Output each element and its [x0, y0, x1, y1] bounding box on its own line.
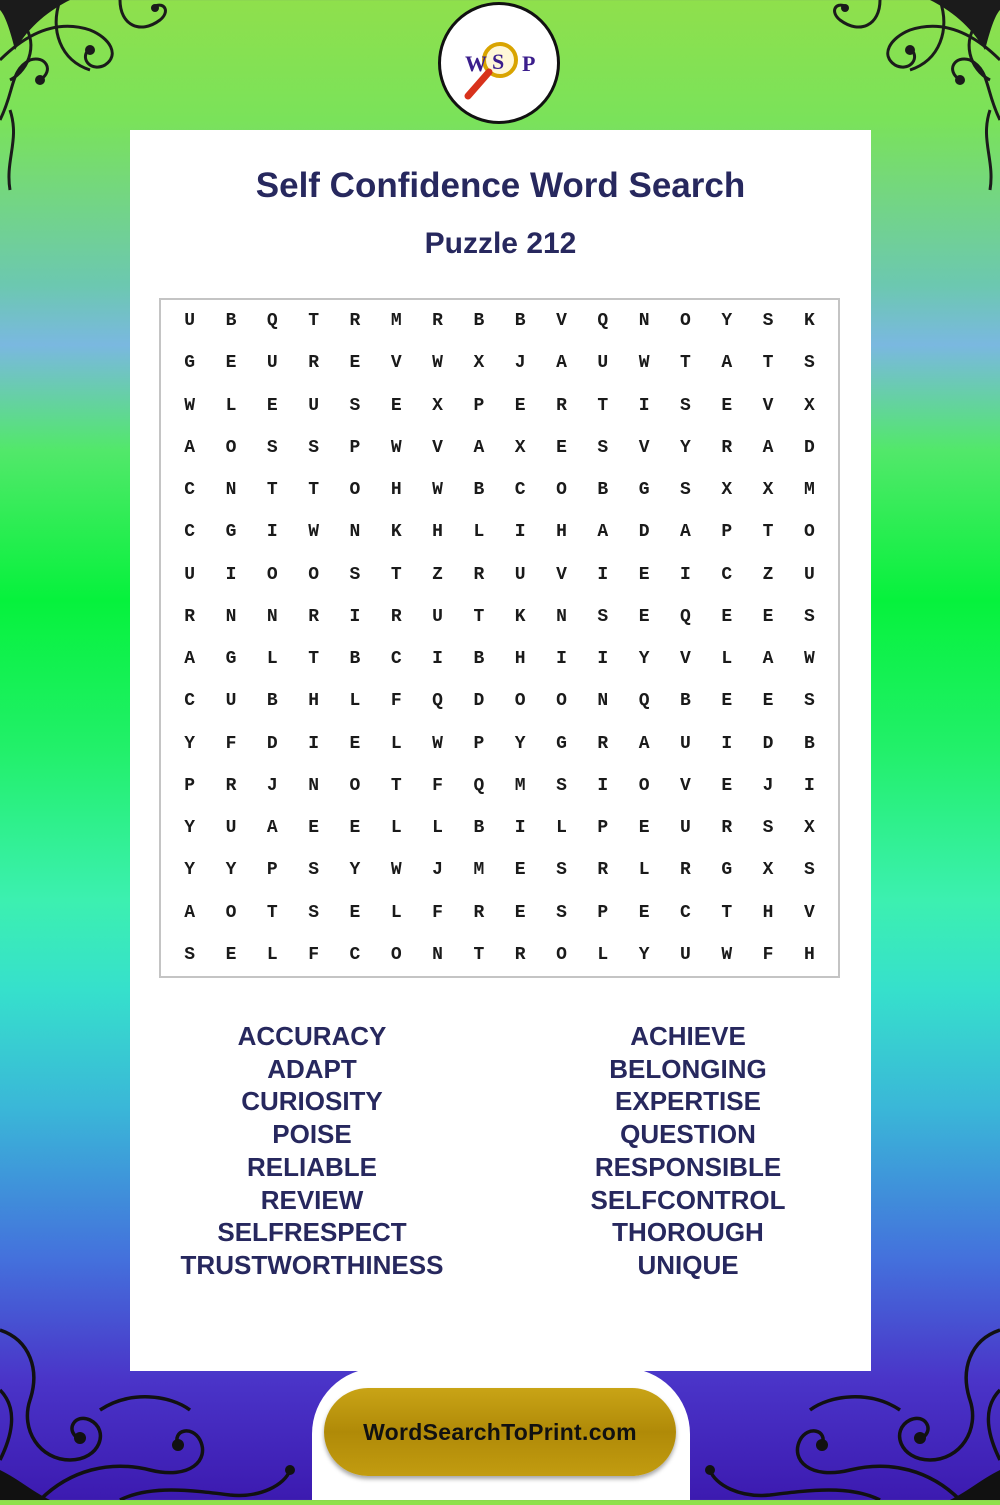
- grid-cell[interactable]: I: [432, 649, 443, 670]
- word-list-item: RESPONSIBLE: [594, 1151, 782, 1182]
- grid-cell[interactable]: G: [638, 480, 650, 501]
- grid-cell[interactable]: T: [721, 902, 733, 923]
- grid-cell[interactable]: N: [432, 944, 443, 965]
- grid-cell[interactable]: K: [514, 606, 526, 627]
- grid-cell[interactable]: P: [473, 395, 485, 416]
- grid-cell[interactable]: D: [638, 522, 650, 543]
- grid-cell[interactable]: L: [390, 818, 402, 839]
- word-list-item: QUESTION: [620, 1119, 756, 1150]
- grid-cell[interactable]: X: [721, 480, 733, 501]
- grid-cell[interactable]: O: [514, 691, 526, 712]
- grid-cell[interactable]: P: [349, 437, 361, 458]
- grid-cell[interactable]: A: [762, 437, 774, 458]
- grid-cell[interactable]: A: [721, 353, 733, 374]
- wsp-logo[interactable]: [438, 2, 560, 124]
- grid-cell[interactable]: Y: [184, 733, 196, 754]
- grid-cell[interactable]: R: [349, 311, 361, 332]
- grid-cell[interactable]: C: [390, 649, 402, 670]
- grid-cell[interactable]: B: [803, 733, 815, 754]
- grid-cell[interactable]: J: [432, 860, 443, 881]
- grid-cell[interactable]: E: [638, 818, 650, 839]
- grid-cell[interactable]: E: [762, 691, 774, 712]
- grid-cell[interactable]: R: [473, 564, 485, 585]
- grid-cell[interactable]: S: [680, 480, 691, 501]
- grid-cell[interactable]: O: [225, 437, 237, 458]
- grid-cell[interactable]: E: [390, 395, 402, 416]
- grid-cell[interactable]: Z: [762, 564, 774, 585]
- grid-cell[interactable]: H: [803, 944, 815, 965]
- word-list-item: CURIOSITY: [241, 1086, 383, 1117]
- grid-cell[interactable]: U: [680, 818, 691, 839]
- grid-cell[interactable]: E: [225, 353, 237, 374]
- grid-cell[interactable]: S: [680, 395, 691, 416]
- grid-cell[interactable]: S: [556, 902, 567, 923]
- grid-cell[interactable]: Z: [432, 564, 443, 585]
- grid-cell[interactable]: Y: [184, 860, 196, 881]
- grid-cell[interactable]: L: [225, 395, 237, 416]
- grid-cell[interactable]: S: [597, 437, 609, 458]
- grid-cell[interactable]: N: [225, 606, 237, 627]
- grid-cell[interactable]: G: [721, 860, 733, 881]
- word-list-item: REVIEW: [260, 1184, 364, 1215]
- grid-cell[interactable]: B: [349, 649, 361, 670]
- grid-cell[interactable]: O: [638, 775, 650, 796]
- grid-cell[interactable]: S: [556, 775, 567, 796]
- grid-cell[interactable]: T: [762, 522, 774, 543]
- grid-cell[interactable]: C: [349, 944, 361, 965]
- grid-cell[interactable]: O: [680, 311, 691, 332]
- grid-cell[interactable]: I: [597, 649, 609, 670]
- website-label: WordSearchToPrint.com: [363, 1418, 637, 1445]
- grid-cell[interactable]: V: [556, 564, 567, 585]
- grid-cell[interactable]: F: [308, 944, 319, 965]
- grid-cell[interactable]: R: [514, 944, 526, 965]
- grid-cell[interactable]: X: [803, 818, 815, 839]
- grid-cell[interactable]: N: [266, 606, 278, 627]
- grid-cell[interactable]: C: [184, 480, 196, 501]
- grid-cell[interactable]: S: [803, 860, 815, 881]
- word-list-item: UNIQUE: [637, 1249, 739, 1280]
- grid-cell[interactable]: E: [638, 606, 650, 627]
- grid-cell[interactable]: R: [597, 860, 609, 881]
- grid-cell[interactable]: O: [308, 564, 319, 585]
- logo-letter-w: W: [465, 51, 487, 76]
- grid-cell[interactable]: W: [803, 649, 815, 670]
- grid-cell[interactable]: N: [556, 606, 567, 627]
- grid-cell[interactable]: A: [597, 522, 609, 543]
- grid-cell[interactable]: S: [803, 606, 815, 627]
- grid-cell[interactable]: B: [473, 649, 485, 670]
- magnifier-icon: [444, 8, 554, 118]
- grid-cell[interactable]: B: [473, 480, 485, 501]
- grid-cell[interactable]: X: [803, 395, 815, 416]
- grid-cell[interactable]: W: [432, 480, 443, 501]
- grid-cell[interactable]: Q: [597, 311, 609, 332]
- grid-cell[interactable]: G: [184, 353, 196, 374]
- grid-cell[interactable]: U: [225, 691, 237, 712]
- grid-cell[interactable]: I: [638, 395, 650, 416]
- grid-cell[interactable]: L: [349, 691, 361, 712]
- grid-cell[interactable]: A: [184, 649, 196, 670]
- grid-cell[interactable]: B: [473, 311, 485, 332]
- grid-cell[interactable]: U: [680, 733, 691, 754]
- grid-cell[interactable]: W: [721, 944, 733, 965]
- grid-cell[interactable]: J: [514, 353, 526, 374]
- grid-cell[interactable]: R: [432, 311, 443, 332]
- grid-cell[interactable]: T: [308, 480, 319, 501]
- grid-cell[interactable]: U: [803, 564, 815, 585]
- website-button[interactable]: [324, 1388, 676, 1476]
- grid-cell[interactable]: U: [514, 564, 526, 585]
- word-list-item: SELFRESPECT: [217, 1217, 407, 1248]
- grid-cell[interactable]: E: [638, 902, 650, 923]
- grid-cell[interactable]: I: [597, 564, 609, 585]
- grid-cell[interactable]: B: [225, 311, 237, 332]
- grid-cell[interactable]: T: [473, 606, 485, 627]
- grid-cell[interactable]: I: [721, 733, 733, 754]
- grid-cell[interactable]: S: [803, 353, 815, 374]
- grid-cell[interactable]: I: [514, 522, 526, 543]
- grid-cell[interactable]: J: [266, 775, 278, 796]
- grid-cell[interactable]: E: [514, 902, 526, 923]
- grid-cell[interactable]: U: [184, 311, 196, 332]
- grid-cell[interactable]: S: [762, 818, 774, 839]
- grid-cell[interactable]: D: [473, 691, 485, 712]
- grid-cell[interactable]: O: [349, 775, 361, 796]
- grid-cell[interactable]: L: [266, 944, 278, 965]
- grid-cell[interactable]: E: [638, 564, 650, 585]
- grid-cell[interactable]: U: [225, 818, 237, 839]
- grid-cell[interactable]: N: [349, 522, 361, 543]
- grid-cell[interactable]: W: [184, 395, 196, 416]
- grid-cell[interactable]: V: [390, 353, 402, 374]
- grid-cell[interactable]: E: [266, 395, 278, 416]
- word-list-item: ADAPT: [267, 1053, 357, 1084]
- word-list-item: SELFCONTROL: [590, 1184, 786, 1215]
- grid-cell[interactable]: V: [432, 437, 443, 458]
- grid-cell[interactable]: R: [597, 733, 609, 754]
- grid-cell[interactable]: E: [721, 775, 733, 796]
- grid-cell[interactable]: S: [184, 944, 196, 965]
- grid-cell[interactable]: Y: [184, 818, 196, 839]
- grid-cell[interactable]: E: [349, 902, 361, 923]
- grid-cell[interactable]: Q: [432, 691, 443, 712]
- grid-cell[interactable]: L: [390, 902, 402, 923]
- grid-cell[interactable]: I: [803, 775, 815, 796]
- grid-cell[interactable]: T: [680, 353, 691, 374]
- grid-cell[interactable]: L: [597, 944, 609, 965]
- grid-cell[interactable]: I: [556, 649, 567, 670]
- grid-cell[interactable]: X: [762, 860, 774, 881]
- grid-cell[interactable]: K: [390, 522, 402, 543]
- grid-cell[interactable]: Y: [349, 860, 361, 881]
- grid-cell[interactable]: N: [597, 691, 609, 712]
- grid-cell[interactable]: R: [556, 395, 567, 416]
- grid-cell[interactable]: I: [680, 564, 691, 585]
- grid-cell[interactable]: C: [680, 902, 691, 923]
- word-list-item: ACHIEVE: [630, 1021, 746, 1051]
- grid-cell[interactable]: W: [638, 353, 650, 374]
- grid-cell[interactable]: S: [308, 437, 319, 458]
- grid-cell[interactable]: G: [225, 649, 237, 670]
- grid-cell[interactable]: W: [390, 437, 402, 458]
- grid-cell[interactable]: O: [390, 944, 402, 965]
- grid-cell[interactable]: U: [266, 353, 278, 374]
- grid-cell[interactable]: S: [556, 860, 567, 881]
- word-list-item: EXPERTISE: [615, 1086, 761, 1117]
- grid-cell[interactable]: D: [266, 733, 278, 754]
- word-list-item: POISE: [272, 1119, 352, 1150]
- grid-cell[interactable]: S: [803, 691, 815, 712]
- grid-cell[interactable]: L: [390, 733, 402, 754]
- grid-cell[interactable]: N: [308, 775, 319, 796]
- grid-cell[interactable]: D: [803, 437, 815, 458]
- grid-cell[interactable]: E: [308, 818, 319, 839]
- grid-cell[interactable]: C: [514, 480, 526, 501]
- grid-cell[interactable]: Q: [266, 311, 278, 332]
- grid-cell[interactable]: L: [266, 649, 278, 670]
- grid-cell[interactable]: N: [638, 311, 650, 332]
- grid-cell[interactable]: X: [432, 395, 443, 416]
- grid-cell[interactable]: B: [473, 818, 485, 839]
- grid-cell[interactable]: W: [308, 522, 319, 543]
- grid-cell[interactable]: F: [225, 733, 237, 754]
- grid-cell[interactable]: Y: [680, 437, 691, 458]
- grid-cell[interactable]: B: [680, 691, 691, 712]
- grid-cell[interactable]: A: [762, 649, 774, 670]
- grid-cell[interactable]: P: [184, 775, 196, 796]
- grid-cell[interactable]: E: [762, 606, 774, 627]
- grid-cell[interactable]: I: [597, 775, 609, 796]
- grid-cell[interactable]: F: [762, 944, 774, 965]
- grid-cell[interactable]: T: [762, 353, 774, 374]
- grid-cell[interactable]: T: [390, 775, 402, 796]
- grid-cell[interactable]: Y: [638, 944, 650, 965]
- logo-letter-s: S: [492, 49, 505, 74]
- grid-cell[interactable]: P: [721, 522, 733, 543]
- grid-cell[interactable]: S: [597, 606, 609, 627]
- grid-cell[interactable]: E: [514, 860, 526, 881]
- grid-cell[interactable]: W: [432, 733, 443, 754]
- grid-cell[interactable]: H: [390, 480, 402, 501]
- grid-cell[interactable]: E: [349, 353, 361, 374]
- grid-cell[interactable]: A: [473, 437, 485, 458]
- grid-cell[interactable]: O: [225, 902, 237, 923]
- grid-cell[interactable]: A: [556, 353, 567, 374]
- grid-cell[interactable]: V: [556, 311, 567, 332]
- grid-cell[interactable]: B: [597, 480, 609, 501]
- grid-cell[interactable]: T: [473, 944, 485, 965]
- grid-cell[interactable]: T: [597, 395, 609, 416]
- grid-cell[interactable]: R: [390, 606, 402, 627]
- grid-cell[interactable]: O: [266, 564, 278, 585]
- grid-cell[interactable]: M: [390, 311, 402, 332]
- grid-cell[interactable]: B: [266, 691, 278, 712]
- grid-cell[interactable]: I: [349, 606, 361, 627]
- grid-cell[interactable]: L: [432, 818, 443, 839]
- grid-cell[interactable]: Y: [638, 649, 650, 670]
- grid-cell[interactable]: T: [390, 564, 402, 585]
- grid-cell[interactable]: S: [266, 437, 278, 458]
- puzzle-card: [130, 130, 871, 1371]
- grid-cell[interactable]: L: [638, 860, 650, 881]
- grid-cell[interactable]: O: [556, 944, 567, 965]
- word-list-right: [528, 1020, 848, 1282]
- grid-cell[interactable]: I: [266, 522, 278, 543]
- grid-cell[interactable]: F: [390, 691, 402, 712]
- grid-cell[interactable]: G: [225, 522, 237, 543]
- grid-cell[interactable]: W: [432, 353, 443, 374]
- grid-cell[interactable]: R: [308, 353, 319, 374]
- word-list-item: THOROUGH: [612, 1217, 764, 1248]
- grid-cell[interactable]: Q: [638, 691, 650, 712]
- grid-cell[interactable]: U: [184, 564, 196, 585]
- logo-letter-p: P: [522, 51, 536, 76]
- grid-cell[interactable]: Y: [514, 733, 526, 754]
- grid-cell[interactable]: F: [432, 775, 443, 796]
- grid-cell[interactable]: Q: [473, 775, 485, 796]
- grid-cell[interactable]: R: [225, 775, 237, 796]
- grid-cell[interactable]: P: [473, 733, 485, 754]
- grid-cell[interactable]: E: [349, 818, 361, 839]
- grid-cell[interactable]: N: [225, 480, 237, 501]
- grid-cell[interactable]: S: [349, 395, 361, 416]
- grid-cell[interactable]: I: [225, 564, 237, 585]
- grid-cell[interactable]: O: [349, 480, 361, 501]
- grid-cell[interactable]: A: [266, 818, 278, 839]
- grid-cell[interactable]: X: [514, 437, 526, 458]
- grid-cell[interactable]: M: [514, 775, 526, 796]
- grid-cell[interactable]: G: [556, 733, 567, 754]
- word-list-left: [152, 1020, 472, 1282]
- grid-cell[interactable]: O: [556, 691, 567, 712]
- page-title: Self Confidence Word Search: [255, 166, 746, 205]
- grid-cell[interactable]: C: [184, 691, 196, 712]
- grid-cell[interactable]: V: [803, 902, 815, 923]
- grid-cell[interactable]: B: [514, 311, 526, 332]
- grid-cell[interactable]: E: [514, 395, 526, 416]
- grid-cell[interactable]: T: [266, 480, 278, 501]
- grid-cell[interactable]: U: [308, 395, 319, 416]
- grid-cell[interactable]: I: [308, 733, 319, 754]
- word-list-item: TRUSTWORTHINESS: [180, 1249, 444, 1280]
- letter-grid[interactable]: [159, 298, 840, 978]
- grid-cell[interactable]: V: [680, 649, 691, 670]
- grid-cell[interactable]: U: [680, 944, 691, 965]
- grid-cell[interactable]: H: [308, 691, 319, 712]
- grid-cell[interactable]: Q: [680, 606, 691, 627]
- grid-cell[interactable]: R: [184, 606, 196, 627]
- grid-cell[interactable]: C: [721, 564, 733, 585]
- grid-cell[interactable]: P: [266, 860, 278, 881]
- grid-cell[interactable]: D: [762, 733, 774, 754]
- grid-cell[interactable]: S: [762, 311, 774, 332]
- grid-cell[interactable]: R: [721, 818, 733, 839]
- grid-cell[interactable]: V: [680, 775, 691, 796]
- grid-cell[interactable]: I: [514, 818, 526, 839]
- grid-cell[interactable]: E: [225, 944, 237, 965]
- word-list-item: ACCURACY: [237, 1021, 387, 1051]
- grid-cell[interactable]: U: [597, 353, 609, 374]
- grid-cell[interactable]: E: [721, 691, 733, 712]
- grid-cell[interactable]: E: [556, 437, 567, 458]
- grid-cell[interactable]: A: [184, 437, 196, 458]
- grid-cell[interactable]: W: [390, 860, 402, 881]
- grid-cell[interactable]: P: [597, 902, 609, 923]
- grid-cell[interactable]: K: [803, 311, 815, 332]
- grid-cell[interactable]: A: [184, 902, 196, 923]
- grid-cell[interactable]: V: [762, 395, 774, 416]
- grid-cell[interactable]: A: [680, 522, 691, 543]
- puzzle-number: Puzzle 212: [424, 227, 577, 260]
- grid-cell[interactable]: R: [308, 606, 319, 627]
- grid-cell[interactable]: Y: [721, 311, 733, 332]
- grid-cell[interactable]: C: [184, 522, 196, 543]
- grid-cell[interactable]: M: [803, 480, 815, 501]
- grid-cell[interactable]: H: [762, 902, 774, 923]
- grid-cell[interactable]: L: [556, 818, 567, 839]
- grid-cell[interactable]: J: [762, 775, 774, 796]
- grid-cell[interactable]: R: [473, 902, 485, 923]
- grid-cell[interactable]: E: [721, 395, 733, 416]
- grid-cell[interactable]: P: [597, 818, 609, 839]
- grid-cell[interactable]: T: [308, 649, 319, 670]
- grid-cell[interactable]: E: [349, 733, 361, 754]
- grid-cell[interactable]: H: [514, 649, 526, 670]
- grid-cell[interactable]: M: [473, 860, 485, 881]
- grid-cell[interactable]: O: [803, 522, 815, 543]
- grid-cell[interactable]: H: [556, 522, 567, 543]
- grid-cell[interactable]: S: [308, 860, 319, 881]
- grid-cell[interactable]: F: [432, 902, 443, 923]
- grid-cell[interactable]: H: [432, 522, 443, 543]
- grid-cell[interactable]: S: [308, 902, 319, 923]
- grid-cell[interactable]: R: [721, 437, 733, 458]
- grid-cell[interactable]: O: [556, 480, 567, 501]
- grid-cell[interactable]: V: [638, 437, 650, 458]
- grid-cell[interactable]: L: [721, 649, 733, 670]
- grid-cell[interactable]: U: [432, 606, 443, 627]
- grid-cell[interactable]: X: [473, 353, 485, 374]
- grid-cell[interactable]: T: [308, 311, 319, 332]
- grid-cell[interactable]: L: [473, 522, 485, 543]
- grid-cell[interactable]: E: [721, 606, 733, 627]
- grid-cell[interactable]: A: [638, 733, 650, 754]
- grid-cell[interactable]: T: [266, 902, 278, 923]
- grid-cell[interactable]: S: [349, 564, 361, 585]
- grid-cell[interactable]: X: [762, 480, 774, 501]
- word-list-item: BELONGING: [609, 1053, 767, 1084]
- word-list-item: RELIABLE: [247, 1151, 377, 1182]
- grid-cell[interactable]: R: [680, 860, 691, 881]
- grid-cell[interactable]: Y: [225, 860, 237, 881]
